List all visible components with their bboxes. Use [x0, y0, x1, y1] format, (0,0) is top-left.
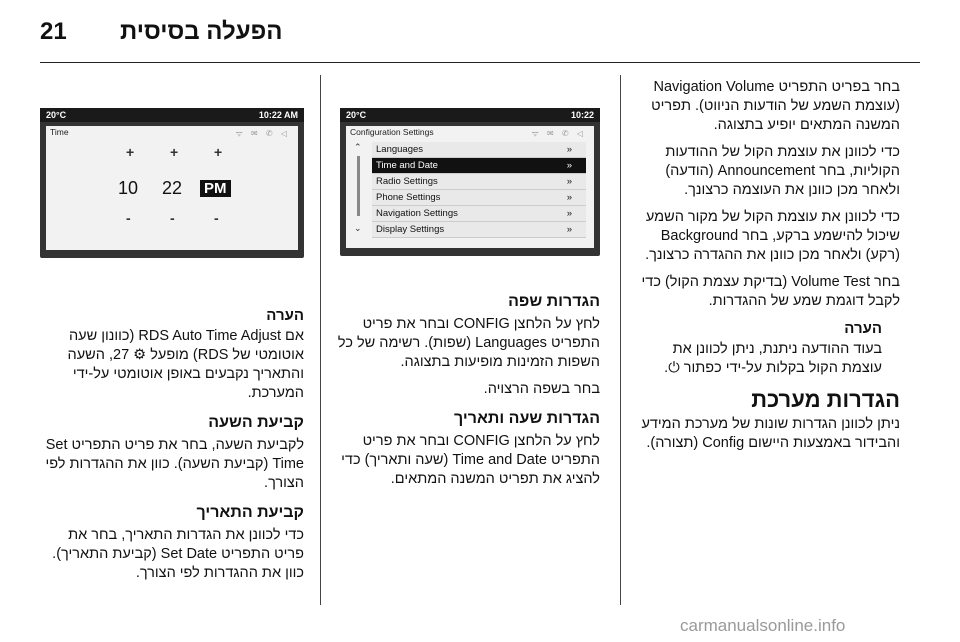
heading-set-date: קביעת התאריך [196, 504, 304, 521]
menu-item-navigation-settings[interactable]: Navigation Settings » [372, 206, 586, 222]
scroll-up-icon[interactable]: ⌃ [354, 142, 362, 152]
menu-item-display-settings[interactable]: Display Settings » [372, 222, 586, 238]
period-increase-button[interactable]: + [214, 144, 223, 160]
minute-increase-button[interactable]: + [170, 144, 179, 160]
paragraph-volume-test: בחר Volume Test (בדיקת עצמת הקול) כדי לקבל דוגמת שמע של ההגדרות. [641, 274, 900, 309]
settings-list [372, 142, 586, 238]
clock: 10:22 [570, 110, 594, 120]
clock: 10:22 AM [258, 110, 298, 120]
scroll-track [357, 156, 360, 216]
column-divider-left [320, 75, 321, 605]
scroll-down-icon[interactable]: ⌄ [354, 223, 362, 233]
note-title: הערה [266, 307, 304, 324]
hour-increase-button[interactable]: + [126, 144, 135, 160]
status-icons: ᯤ ✉ ✆ ◁ [531, 129, 586, 138]
status-icons: ᯤ ✉ ✆ ◁ [235, 129, 290, 138]
chevron-right-icon: » [566, 160, 572, 171]
paragraph-background: כדי לכוונן את עוצמת הקול של מקור השמע שיכול להישמע ברקע, בחר Background (רקע) ולאחר מכן כוונן את ההגדרה כרצונך. [645, 209, 900, 263]
hour-decrease-button[interactable]: - [126, 210, 131, 226]
note-title: הערה [844, 320, 882, 337]
screen-heading: Configuration Settings [350, 127, 434, 137]
screen-content [346, 126, 594, 248]
menu-item-languages[interactable]: Languages » [372, 142, 586, 158]
menu-item-radio-settings[interactable]: Radio Settings » [372, 174, 586, 190]
chevron-right-icon: » [566, 224, 572, 235]
column-divider-right [620, 75, 621, 605]
page-number: 21 [40, 18, 67, 45]
heading-set-time: קביעת השעה [208, 414, 304, 431]
paragraph-languages: לחץ על הלחצן CONFIG ובחר את פריט התפריט Languages (שפות). רשימה של כל השפות הזמינות מופיעות בתצוגה. [337, 316, 600, 370]
scrollbar[interactable] [354, 142, 364, 234]
temperature: 20°C [46, 110, 67, 120]
middle-column [336, 282, 600, 497]
paragraph-announcement: כדי לכוונן את עוצמת הקול של ההודעות הקוליות, בחר Announcement (הודעה) ולאחר מכן כוונן את העוצמה כרצונך. [665, 144, 900, 198]
screen-heading: Time [50, 127, 69, 137]
status-bar [40, 108, 304, 122]
heading-system-settings: הגדרות מערכת [751, 387, 900, 412]
chevron-right-icon: » [566, 208, 572, 219]
time-settings-screen [40, 108, 304, 258]
minute-value: 22 [162, 178, 183, 198]
chevron-right-icon: » [566, 192, 572, 203]
heading-language-settings: הגדרות שפה [508, 293, 600, 310]
left-column [40, 302, 304, 591]
menu-item-phone-settings[interactable]: Phone Settings » [372, 190, 586, 206]
minute-decrease-button[interactable]: - [170, 210, 175, 226]
header-rule [40, 62, 920, 63]
hour-value: 10 [118, 178, 139, 198]
paragraph-set-date: כדי לכוונן את הגדרות התאריך, בחר את פריט התפריט Set Date (קביעת התאריך). כוון את ההגדרות לפי הצורך. [52, 527, 304, 581]
chevron-right-icon: » [566, 176, 572, 187]
note-text: אם RDS Auto Time Adjust (כוונון שעה אוטומטי של RDS) מופעל ⚙ 27, השעה והתאריך נקבעים באופן אוטומטי על-ידי המערכת. [67, 328, 304, 401]
heading-time-date-settings: הגדרות שעה ותאריך [454, 410, 600, 427]
paragraph-navigation-volume: בחר בפריט התפריט Navigation Volume (עוצמת השמע של הודעות הניווט). תפריט המשנה המתאים יופיע בתצוגה. [651, 79, 900, 133]
page-header [0, 0, 960, 64]
status-bar [340, 108, 600, 122]
paragraph-config: ניתן לכוונן הגדרות שונות של מערכת המידע והבידור באמצעות היישום Config (תצורה). [641, 416, 900, 451]
temperature: 20°C [346, 110, 367, 120]
watermark: carmanualsonline.info [680, 616, 846, 635]
right-column [636, 78, 900, 461]
period-decrease-button[interactable]: - [214, 210, 219, 226]
paragraph-set-time: לקביעת השעה, בחר את פריט התפריט Set Time (קביעת השעה). כוון את ההגדרות לפי הצורך. [45, 437, 304, 491]
paragraph-select-language: בחר בשפה הרצויה. [483, 381, 600, 397]
page-title: הפעלה בסיסית [120, 18, 283, 45]
config-settings-screen [340, 108, 600, 256]
note-text: בעוד ההודעה ניתנת, ניתן לכוונן את עוצמת הקול בקלות על-ידי כפתור ⏻. [664, 341, 882, 376]
paragraph-time-and-date: לחץ על הלחצן CONFIG ובחר את פריט התפריט Time and Date (שעה ותאריך) כדי להציג את תפריט המשנה המתאים. [341, 433, 600, 487]
menu-item-time-and-date[interactable]: Time and Date » [372, 158, 586, 174]
chevron-right-icon: » [566, 144, 572, 155]
period-value: PM [200, 180, 231, 197]
screen-content [46, 126, 298, 250]
